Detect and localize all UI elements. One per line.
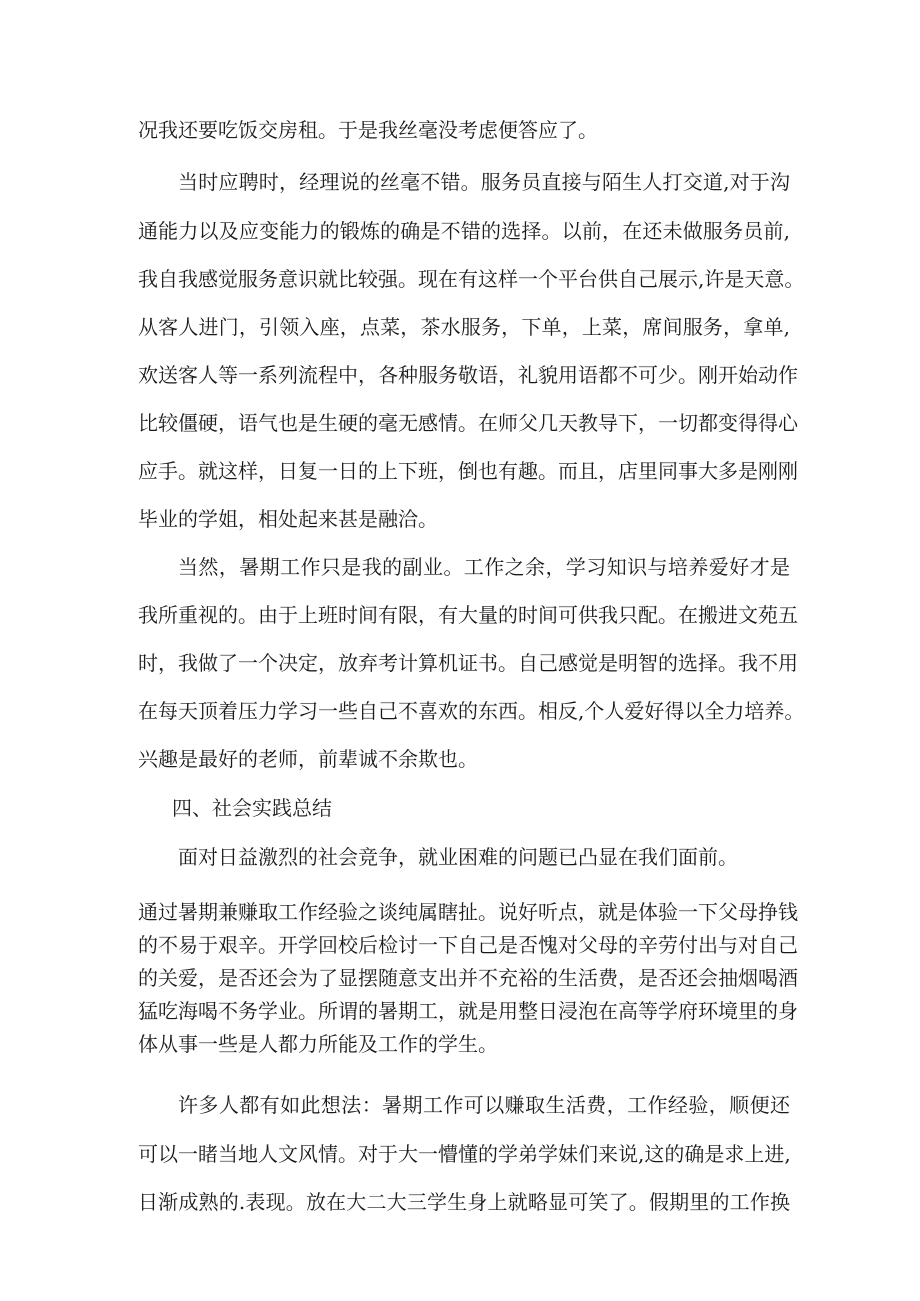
paragraph-line: 的关爱，是否还会为了显摆随意支出并不充裕的生活费，是否还会抽烟喝酒 <box>138 966 798 990</box>
paragraph-line: 在每天顶着压力学习一些自己不喜欢的东西。相反,个人爱好得以全力培养。 <box>138 699 805 723</box>
paragraph-line: 的不易于艰辛。开学回校后检讨一下自己是否愧对父母的辛劳付出与对自己 <box>138 933 798 957</box>
paragraph-line: 通过暑期兼赚取工作经验之谈纯属瞎扯。说好听点，就是体验一下父母挣钱 <box>138 900 798 924</box>
paragraph-line: 比较僵硬，语气也是生硬的毫无感情。在师父几天教导下，一切都变得得心 <box>138 411 798 435</box>
paragraph-line: 欢送客人等一系列流程中，各种服务敬语，礼貌用语都不可少。刚开始动作 <box>138 363 798 387</box>
paragraph-line: 毕业的学姐，相处起来甚是融洽。 <box>138 507 438 531</box>
paragraph-line: 许多人都有如此想法：暑期工作可以赚取生活费，工作经验，顺便还 <box>178 1093 790 1117</box>
paragraph-line: 我自我感觉服务意识就比较强。现在有这样一个平台供自己展示,许是天意。 <box>138 267 805 291</box>
paragraph-line: 面对日益激烈的社会竞争，就业困难的问题已凸显在我们面前。 <box>178 845 738 869</box>
paragraph-line: 从客人进门，引领入座，点菜，茶水服务，下单，上菜，席间服务，拿单, <box>138 315 790 339</box>
paragraph-line: 日渐成熟的.表现。放在大二大三学生身上就略显可笑了。假期里的工作换 <box>138 1190 790 1214</box>
paragraph-line: 通能力以及应变能力的锻炼的确是不错的选择。以前，在还未做服务员前, <box>138 219 790 243</box>
paragraph-line: 我所重视的。由于上班时间有限，有大量的时间可供我只配。在搬进文苑五 <box>138 603 798 627</box>
paragraph-line: 况我还要吃饭交房租。于是我丝毫没考虑便答应了。 <box>138 118 598 142</box>
paragraph-line: 体从事一些是人都力所能及工作的学生。 <box>138 1032 498 1056</box>
paragraph-dense <box>138 896 798 1061</box>
paragraph-line: 时，我做了一个决定，放弃考计算机证书。自己感觉是明智的选择。我不用 <box>138 651 798 675</box>
paragraph-line: 当时应聘时，经理说的丝毫不错。服务员直接与陌生人打交道,对于沟 <box>178 170 790 194</box>
paragraph-line: 可以一睹当地人文风情。对于大一懵懂的学弟学妹们来说,这的确是求上进, <box>138 1142 791 1166</box>
paragraph-line: 猛吃海喝不务学业。所谓的暑期工，就是用整日浸泡在高等学府环境里的身 <box>138 999 798 1023</box>
paragraph-line: 当然，暑期工作只是我的副业。工作之余，学习知识与培养爱好才是 <box>178 555 790 579</box>
paragraph-line: 兴趣是最好的老师，前辈诚不余欺也。 <box>138 747 478 771</box>
paragraph-line: 应手。就这样，日复一日的上下班，倒也有趣。而且，店里同事大多是刚刚 <box>138 459 798 483</box>
section-heading: 四、社会实践总结 <box>172 796 332 820</box>
